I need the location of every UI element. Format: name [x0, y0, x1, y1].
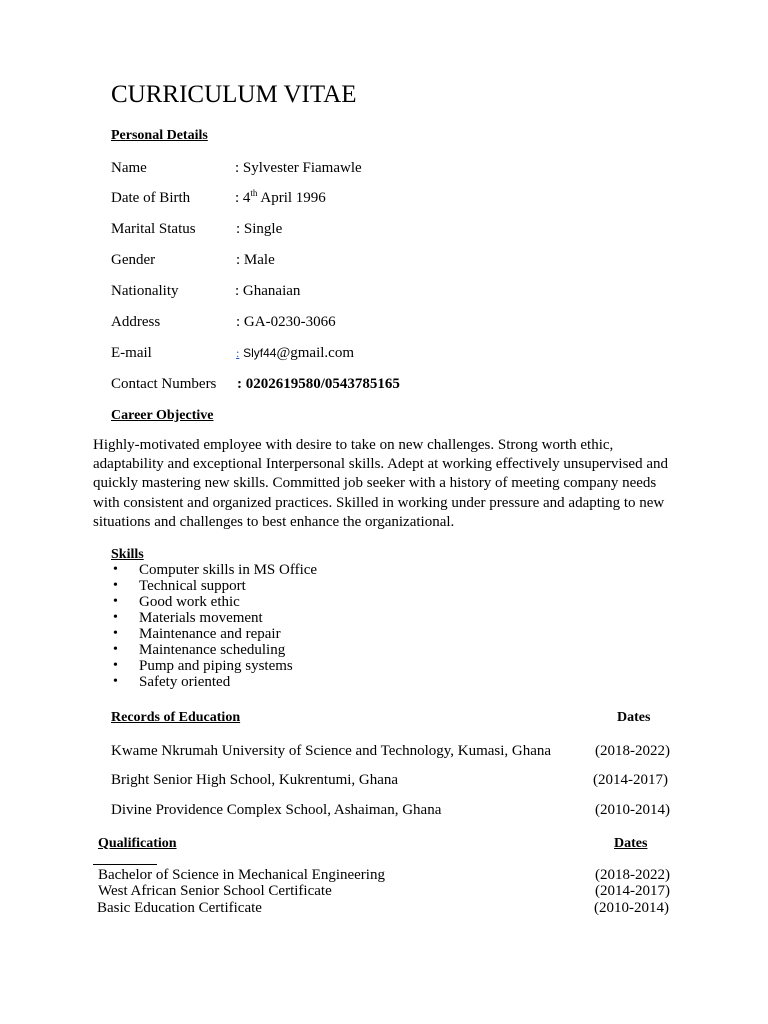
- list-item: • Safety oriented: [113, 674, 231, 690]
- list-item: • Good work ethic: [113, 594, 240, 610]
- qualification-row-dates: (2010-2014): [594, 900, 669, 916]
- education-row-school: Kwame Nkrumah University of Science and Technology, Kumasi, Ghana: [111, 743, 552, 759]
- education-heading: Records of Education: [111, 710, 241, 725]
- document-title: CURRICULUM VITAE: [111, 81, 357, 108]
- education-row-dates: (2018-2022): [595, 743, 670, 759]
- address-value: : GA-0230-3066: [236, 314, 336, 330]
- bullet-icon: •: [113, 562, 118, 577]
- qualification-row-dates: (2018-2022): [595, 867, 670, 883]
- education-row-dates: (2010-2014): [595, 802, 670, 818]
- marital-status-label: Marital Status: [111, 221, 196, 237]
- address-label: Address: [111, 314, 161, 330]
- email-user: Slyf44: [243, 346, 277, 360]
- qualification-row-name: West African Senior School Certificate: [98, 883, 332, 899]
- bullet-icon: •: [113, 642, 118, 657]
- education-row-dates: (2014-2017): [593, 772, 668, 788]
- gender-label: Gender: [111, 252, 156, 268]
- list-item: • Maintenance scheduling: [113, 642, 286, 658]
- bullet-icon: •: [113, 674, 118, 689]
- list-item: • Computer skills in MS Office: [113, 562, 318, 578]
- email-colon-link[interactable]: :: [236, 346, 240, 360]
- education-dates-heading: Dates: [617, 710, 651, 725]
- contact-numbers-value: : 0202619580/0543785165: [237, 376, 400, 392]
- bullet-icon: •: [113, 578, 118, 593]
- name-label: Name: [111, 160, 147, 176]
- career-objective-heading: Career Objective: [111, 408, 214, 423]
- list-item: • Maintenance and repair: [113, 626, 281, 642]
- career-objective-text: Highly-motivated employee with desire to take on new challenges. Strong worth ethic, adaptability and exceptional Interpersonal skills. Adept at working effectively unsupervised and quickly mastering new skills. Committed job seeker with a history of meeting company needs with consistent and organized practices. Skilled in working under pressure and adapting to new situations and challenges to best enhance the organizational.: [93, 437, 668, 530]
- divider: [93, 864, 157, 865]
- dob-label: Date of Birth: [111, 190, 191, 206]
- education-row-school: Divine Providence Complex School, Ashaiman, Ghana: [111, 802, 442, 818]
- bullet-icon: •: [113, 658, 118, 673]
- qualification-row-name: Basic Education Certificate: [97, 900, 262, 916]
- marital-status-value: : Single: [236, 221, 283, 237]
- email-domain: @gmail.com: [276, 345, 355, 361]
- nationality-label: Nationality: [111, 283, 179, 299]
- name-value: : Sylvester Fiamawle: [235, 160, 362, 176]
- skills-heading: Skills: [111, 547, 144, 562]
- bullet-icon: •: [113, 610, 118, 625]
- qualification-row-name: Bachelor of Science in Mechanical Engineering: [98, 867, 385, 883]
- qualification-row-dates: (2014-2017): [595, 883, 670, 899]
- nationality-value: : Ghanaian: [235, 283, 301, 299]
- list-item: • Pump and piping systems: [113, 658, 293, 674]
- qualification-heading: Qualification: [98, 836, 177, 851]
- email-value[interactable]: [236, 344, 354, 362]
- bullet-icon: •: [113, 626, 118, 641]
- list-item: • Materials movement: [113, 610, 263, 626]
- dob-value: : 4th April 1996: [235, 188, 326, 206]
- gender-value: : Male: [236, 252, 275, 268]
- list-item: • Technical support: [113, 578, 246, 594]
- bullet-icon: •: [113, 594, 118, 609]
- contact-numbers-label: Contact Numbers: [111, 376, 217, 392]
- qualification-dates-heading: Dates: [614, 836, 648, 851]
- personal-details-heading: Personal Details: [111, 128, 208, 143]
- skills-list: [111, 562, 317, 690]
- email-label: E-mail: [111, 345, 152, 361]
- education-row-school: Bright Senior High School, Kukrentumi, Ghana: [111, 772, 399, 788]
